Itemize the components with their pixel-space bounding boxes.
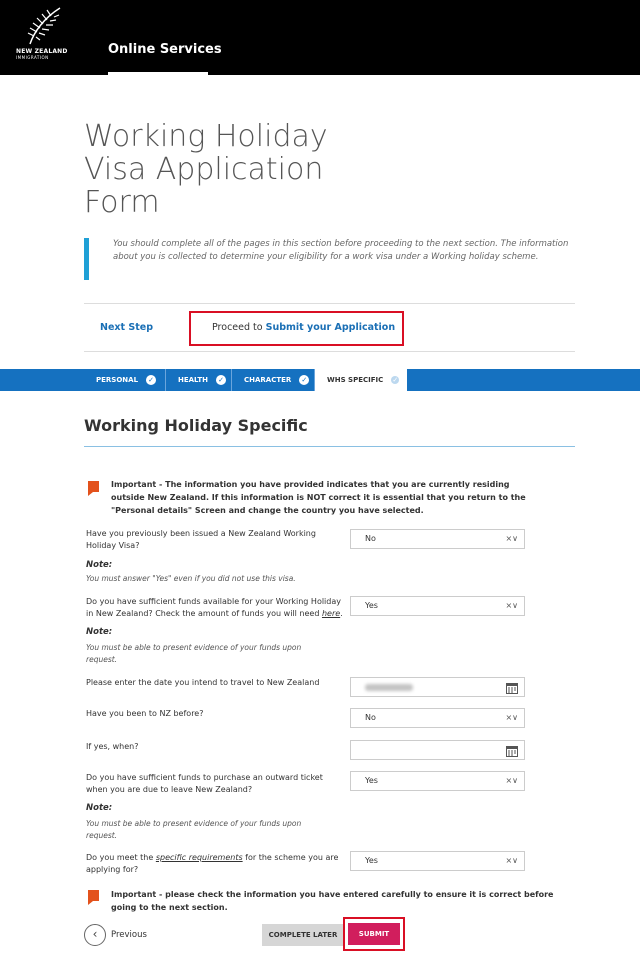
previous-button[interactable]: Previous [111,930,147,940]
funds-here-link[interactable]: here [321,609,341,618]
question-label [86,852,344,876]
note-text: You must be able to present evidence of your funds upon request. [86,643,302,664]
tab-label: CHARACTER [244,376,292,384]
flag-icon [88,890,99,901]
select-value: No [365,534,376,543]
been-to-nz-select[interactable] [350,708,525,728]
question-label [86,596,344,620]
calendar-icon[interactable] [506,682,518,694]
note-text: You must be able to present evidence of your funds upon request. [86,819,302,840]
tab-whs-specific[interactable] [315,369,407,391]
question-label: Do you have sufficient funds to purchase an outward ticket when you are due to leave New Zealand? [86,773,323,794]
sufficient-funds-select[interactable] [350,596,525,616]
check-icon: ✓ [392,376,399,384]
question-label: Have you been to NZ before? [86,709,204,718]
nav-online-services[interactable]: Online Services [108,42,222,57]
clear-dropdown-icon[interactable]: ×∨ [505,601,518,610]
tab-label: HEALTH [178,376,208,384]
complete-later-button[interactable]: COMPLETE LATER [262,924,344,946]
page-title [84,120,384,219]
question-label: Have you previously been issued a New Zealand Working Holiday Visa? [86,529,316,550]
page-title-line: Visa Application [84,152,324,187]
clear-dropdown-icon[interactable]: ×∨ [505,856,518,865]
flag-icon [88,481,99,492]
previous-arrow-icon[interactable]: ‹ [84,924,106,946]
select-value: Yes [365,856,378,865]
question-text-end: for the scheme you are applying for? [86,853,339,874]
tab-health[interactable] [166,369,232,391]
top-header [0,0,640,75]
note-title: Note: [86,803,113,813]
travel-date-input[interactable] [350,677,525,697]
select-value: Yes [365,776,378,785]
submit-application-link[interactable]: Submit your Application [265,322,396,333]
logo-text: NEW ZEALAND [16,48,68,55]
section-divider [84,446,575,447]
note-title: Note: [86,627,113,637]
tab-personal[interactable] [84,369,166,391]
silver-fern-icon [24,6,64,46]
tab-character[interactable] [232,369,315,391]
check-icon: ✓ [299,375,309,385]
question-label: If yes, when? [86,742,139,751]
check-icon: ✓ [146,375,156,385]
clear-dropdown-icon[interactable]: ×∨ [505,776,518,785]
important-notice: Important - The information you have provided indicates that you are currently residing outside New Zealand. If this information is NOT correct it is essential that you return to the "Personal details" Screen and change the country you have selected. [111,480,526,515]
check-icon: ✓ [216,375,226,385]
select-value: Yes [365,601,378,610]
redacted-date [365,684,413,691]
page-title-line: Working Holiday [84,119,328,154]
previous-whv-select[interactable] [350,529,525,549]
divider [84,351,575,352]
next-step-label: Next Step [100,322,153,333]
page-title-line: Form [84,185,160,220]
section-title: Working Holiday Specific [84,416,308,435]
logo-subtext: IMMIGRATION [16,55,49,60]
divider [84,303,575,304]
calendar-icon[interactable] [506,745,518,757]
important-notice: Important - please check the information you have entered carefully to ensure it is correct before going to the next section. [111,890,554,912]
previous-visit-date-input[interactable] [350,740,525,760]
nav-active-indicator [108,72,208,75]
note-text: You must answer "Yes" even if you did not use this visa. [86,574,296,583]
question-label: Please enter the date you intend to travel to New Zealand [86,678,320,687]
clear-dropdown-icon[interactable]: ×∨ [505,713,518,722]
tab-label: PERSONAL [96,376,139,384]
submit-button[interactable]: SUBMIT [348,923,400,945]
proceed-text [212,322,395,333]
select-value: No [365,713,376,722]
specific-requirements-select[interactable] [350,851,525,871]
specific-requirements-link[interactable]: specific requirements [155,853,243,862]
nz-immigration-logo[interactable] [14,6,74,60]
clear-dropdown-icon[interactable]: ×∨ [505,534,518,543]
intro-text: You should complete all of the pages in this section before proceeding to the next section. The information about you is collected to determine your eligibility for a work visa under a Working holiday scheme. [84,238,574,280]
tab-label: WHS SPECIFIC [327,376,384,384]
outward-ticket-select[interactable] [350,771,525,791]
question-text: Do you meet the [86,853,154,862]
proceed-prefix: Proceed to [212,322,263,333]
question-text-end: . [340,609,343,618]
note-title: Note: [86,560,113,570]
question-text: Do you have sufficient funds available for your Working Holiday in New Zealand? Check the amount of funds you will need [86,597,341,618]
